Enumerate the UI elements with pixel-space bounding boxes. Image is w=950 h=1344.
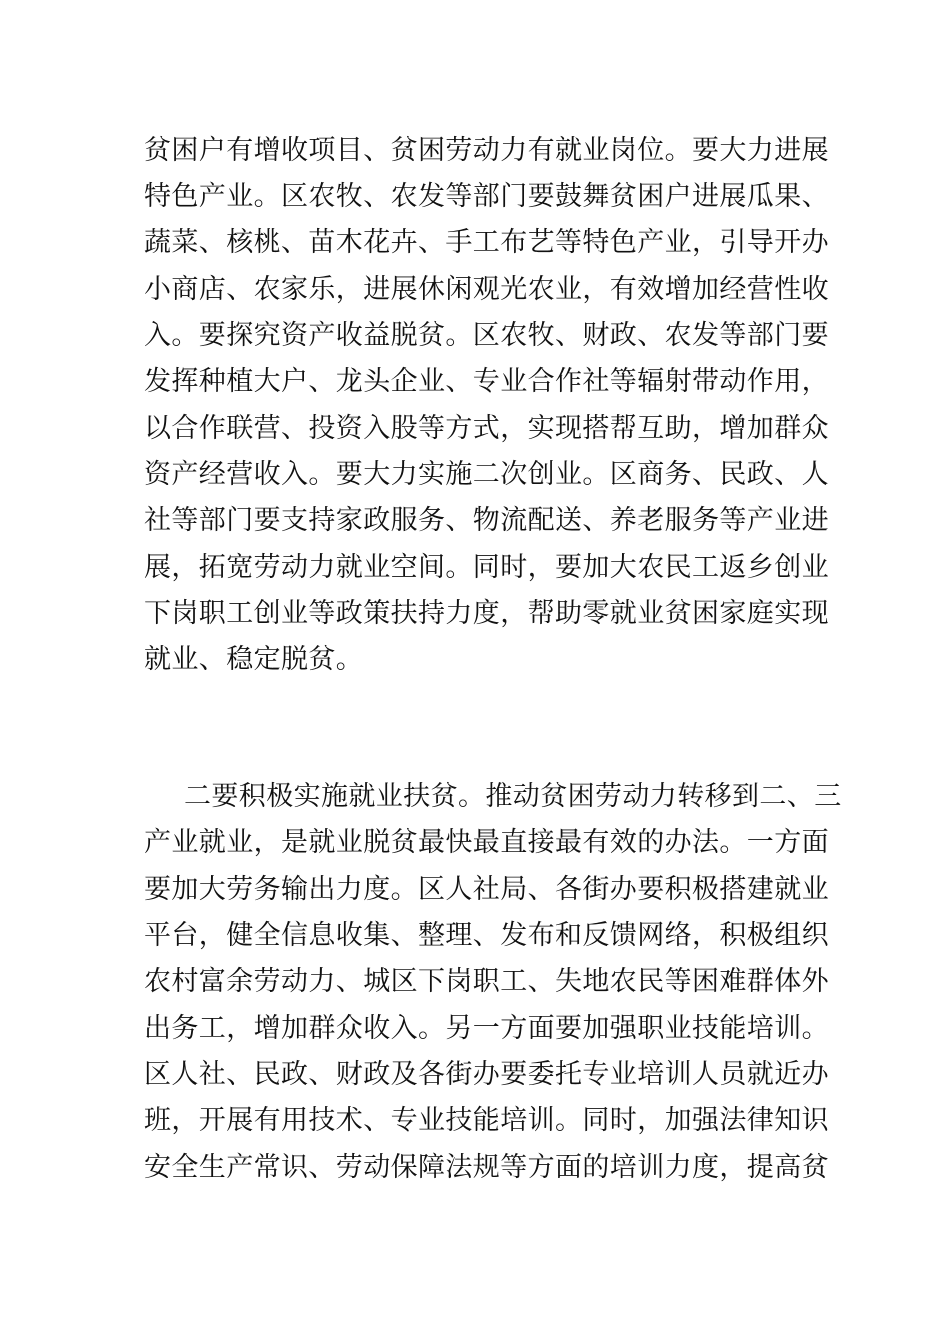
text-line: 以合作联营、投资入股等方式，实现搭帮互助，增加群众 (144, 413, 829, 444)
text-line: 要加大劳务输出力度。区人社局、各街办要积极搭建就业 (144, 874, 829, 905)
text-line: 产业就业，是就业脱贫最快最直接最有效的办法。一方面 (144, 827, 829, 858)
text-line: 社等部门要支持家政服务、物流配送、养老服务等产业进 (144, 505, 829, 536)
text-line: 二要积极实施就业扶贫。推动贫困劳动力转移到二、三 (184, 781, 842, 812)
text-line: 出务工，增加群众收入。另一方面要加强职业技能培训。 (144, 1013, 829, 1044)
text-line: 展，拓宽劳动力就业空间。同时，要加大农民工返乡创业 (144, 552, 829, 583)
text-line: 蔬菜、核桃、苗木花卉、手工布艺等特色产业，引导开办 (144, 227, 829, 258)
text-line: 就业、稳定脱贫。 (144, 644, 364, 675)
text-line: 特色产业。区农牧、农发等部门要鼓舞贫困户进展瓜果、 (144, 181, 829, 212)
text-line: 发挥种植大户、龙头企业、专业合作社等辐射带动作用， (144, 366, 829, 397)
text-line: 贫困户有增收项目、贫困劳动力有就业岗位。要大力进展 (144, 135, 829, 166)
text-line: 班，开展有用技术、专业技能培训。同时，加强法律知识 (144, 1105, 829, 1136)
text-line: 入。要探究资产收益脱贫。区农牧、财政、农发等部门要 (144, 320, 829, 351)
text-line: 资产经营收入。要大力实施二次创业。区商务、民政、人 (144, 459, 829, 490)
text-line: 安全生产常识、劳动保障法规等方面的培训力度，提高贫 (144, 1152, 829, 1183)
text-line: 区人社、民政、财政及各街办要委托专业培训人员就近办 (144, 1059, 829, 1090)
text-line: 农村富余劳动力、城区下岗职工、失地农民等困难群体外 (144, 966, 829, 997)
text-line: 小商店、农家乐，进展休闲观光农业，有效增加经营性收 (144, 274, 829, 305)
text-line: 下岗职工创业等政策扶持力度，帮助零就业贫困家庭实现 (144, 598, 829, 629)
text-line: 平台，健全信息收集、整理、发布和反馈网络，积极组织 (144, 920, 829, 951)
